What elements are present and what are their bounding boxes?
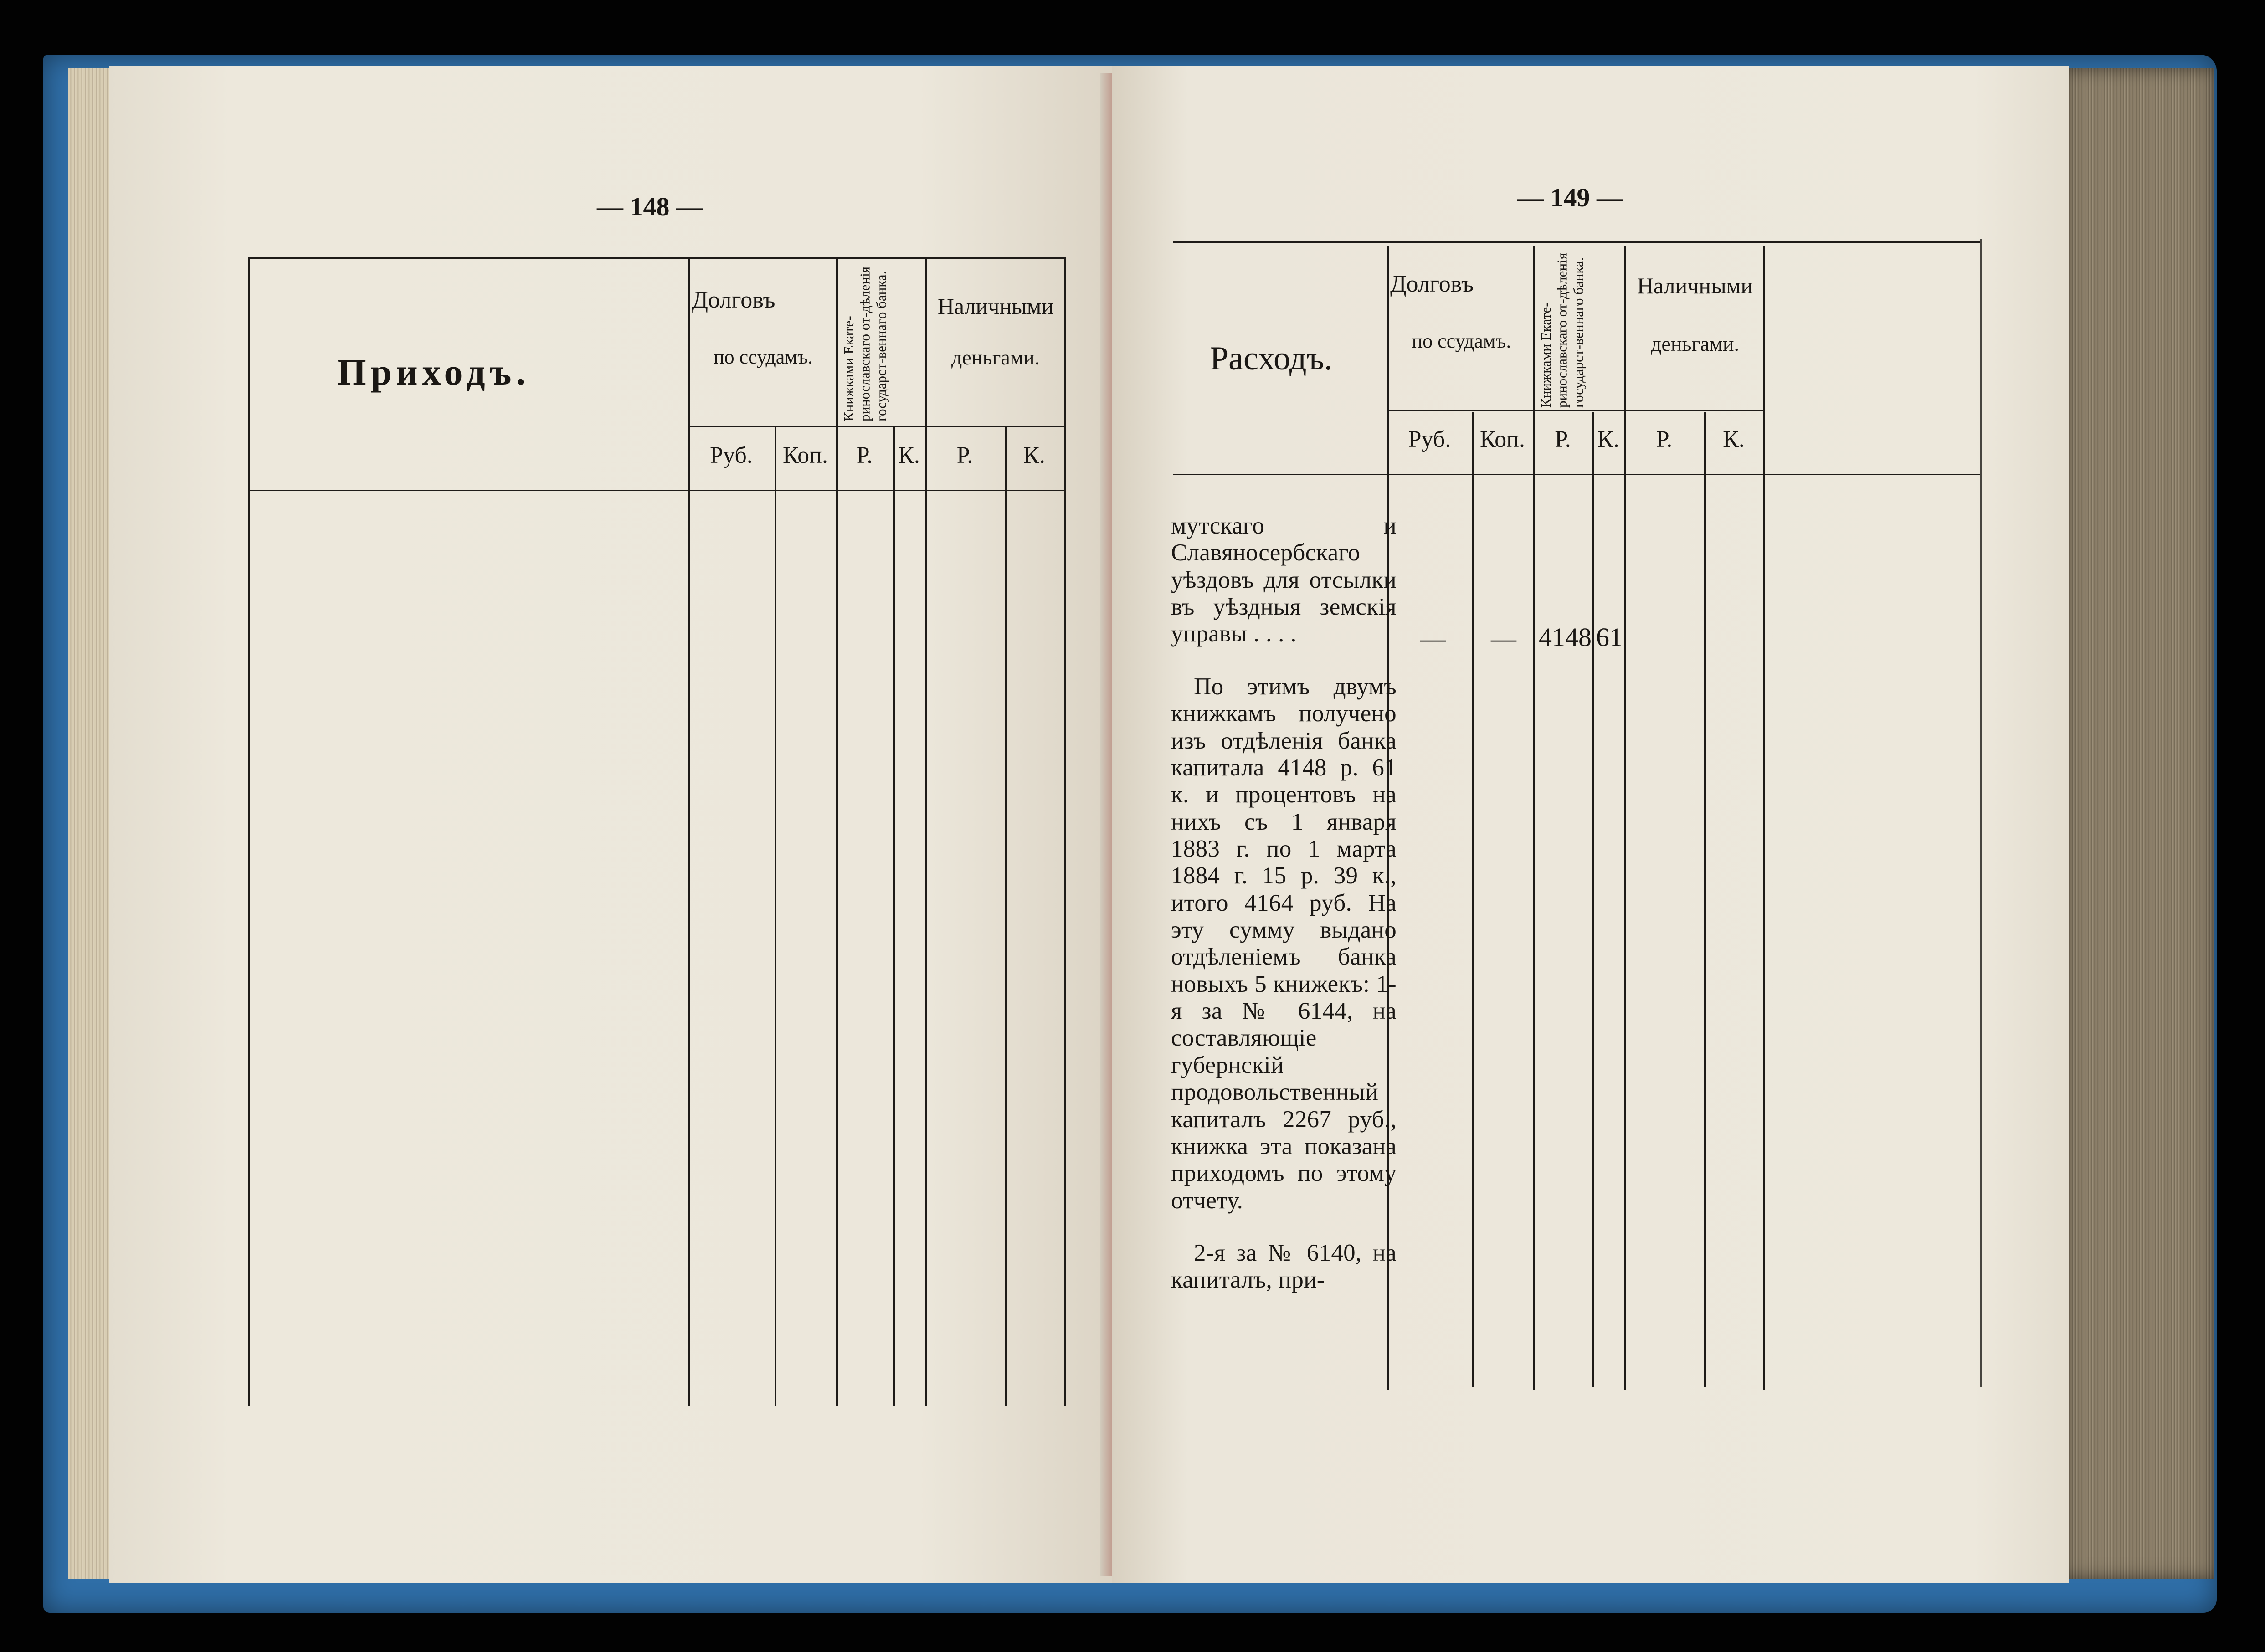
- right-sub-r2: Р.: [1656, 426, 1673, 452]
- left-header-cash-sub: деньгами.: [951, 346, 1040, 369]
- right-sub-r1: Р.: [1555, 426, 1571, 452]
- right-table-subheader-rule: [1387, 410, 1763, 411]
- right-sub-k2: К.: [1723, 426, 1745, 452]
- paragraph-2: По этимъ двумъ книжкамъ получено изъ отдѣленія банка капитала 4148 р. 61 к. и процентовъ на нихъ съ 1 января 1883 г. по 1 марта 1884 г. 15 р. 39 к., итого 4164 руб. На эту сумму выдано отдѣленіемъ банка новыхъ 5 книжекъ: 1-я за № 6144, на составляющіе губернскій продовольственный капиталъ 2267 руб., книжка эта показана приходомъ по этому отчету.: [1171, 673, 1397, 1214]
- right-col-line: [1704, 412, 1706, 1387]
- left-sub-k2: К.: [1023, 442, 1045, 468]
- left-sub-k1: К.: [898, 442, 920, 468]
- left-table-top-rule: [248, 257, 1064, 259]
- left-header-books: Книжками Екате-ринославскаго от-дѣленія государст-веннаго банка.: [841, 267, 889, 421]
- paragraph-1: мутскаго и Славяносербскаго уѣздовъ для отсылки въ уѣздныя земскія управы . . . .: [1171, 513, 1397, 647]
- left-sub-kop: Коп.: [783, 442, 828, 468]
- left-table-right-line: [1064, 257, 1066, 1406]
- right-col-line: [1533, 246, 1535, 1390]
- left-table-title: Приходъ.: [337, 351, 530, 393]
- right-header-cash: Наличными: [1637, 273, 1753, 298]
- left-sub-r2: Р.: [956, 442, 973, 468]
- right-page-number: — 149 —: [1517, 183, 1623, 212]
- right-sub-kop: Коп.: [1480, 426, 1525, 452]
- right-sub-k1: К.: [1597, 426, 1619, 452]
- left-col-line: [775, 426, 776, 1406]
- left-table-header-rule: [248, 490, 1064, 491]
- left-sub-rub: Руб.: [710, 442, 753, 468]
- right-table-title: Расходъ.: [1210, 340, 1333, 377]
- left-header-loans: Долговъ: [692, 287, 776, 313]
- paragraph-3: 2-я за № 6140, на капиталъ, при-: [1171, 1239, 1397, 1293]
- left-col-line: [1005, 426, 1007, 1406]
- page-edges-right: [2064, 68, 2214, 1579]
- right-header-cash-sub: деньгами.: [1651, 332, 1739, 355]
- right-col-line: [1472, 412, 1474, 1387]
- right-col-line: [1624, 246, 1626, 1390]
- left-col-line: [836, 257, 838, 1406]
- left-table-outer-line: [248, 257, 250, 1406]
- left-sub-r1: Р.: [856, 442, 873, 468]
- row-1-loans-kop: —: [1491, 625, 1516, 653]
- row-1-books-k: 61: [1596, 622, 1623, 652]
- right-table-header-rule: [1173, 474, 1980, 475]
- right-header-loans-sub: по ссудамъ.: [1412, 330, 1511, 352]
- row-1-books-r: 4148: [1539, 622, 1592, 652]
- left-page-number: — 148 —: [597, 192, 703, 221]
- row-1-loans-rub: —: [1420, 625, 1446, 653]
- right-body-text: [1171, 513, 1397, 1319]
- left-header-cash: Наличными: [937, 293, 1054, 319]
- bleed-through-text: [838, 519, 975, 545]
- right-table-outer-line: [1980, 239, 1982, 1387]
- left-header-loans-sub: по ссудамъ.: [714, 346, 813, 368]
- left-col-line: [688, 257, 690, 1406]
- right-col-line: [1592, 412, 1594, 1387]
- left-col-line: [893, 426, 895, 1406]
- left-table-subheader-rule: [688, 426, 1064, 427]
- right-sub-rub: Руб.: [1408, 426, 1451, 452]
- left-col-line: [925, 257, 927, 1406]
- right-col-line: [1763, 246, 1765, 1390]
- right-table-top-rule: [1173, 241, 1980, 243]
- right-header-books: Книжками Екате-ринославскаго от-дѣленія государст-веннаго банка.: [1538, 253, 1587, 408]
- right-header-loans: Долговъ: [1390, 271, 1474, 297]
